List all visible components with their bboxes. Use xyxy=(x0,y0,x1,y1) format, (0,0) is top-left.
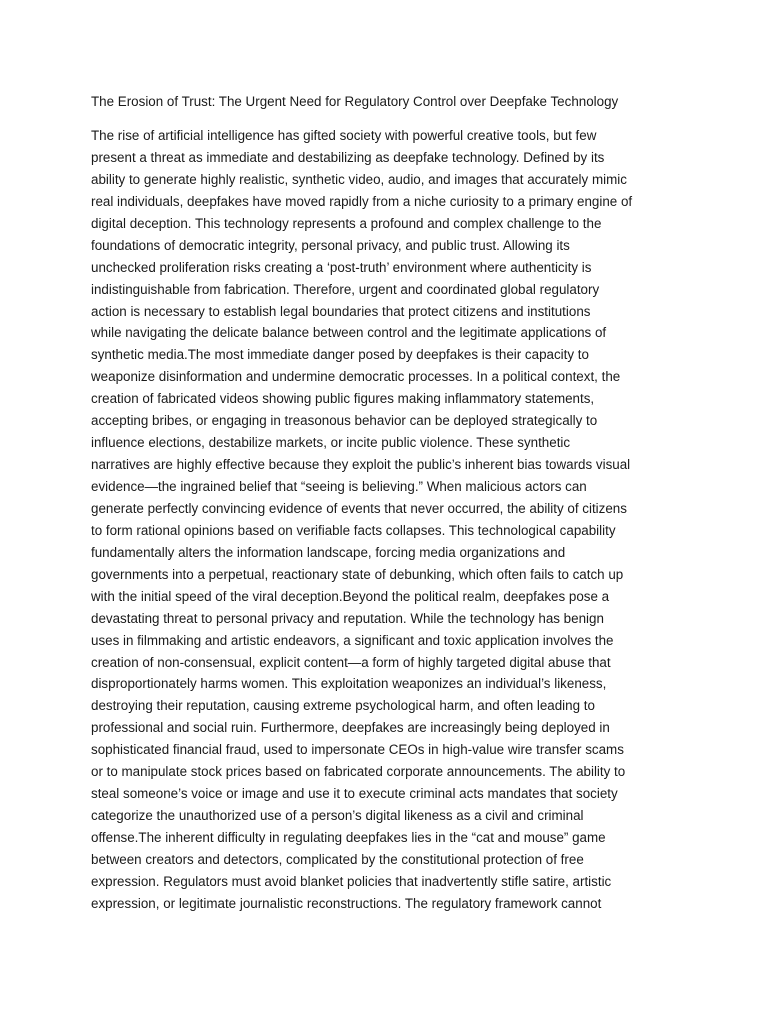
body-line: categorize the unauthorized use of a person’s digital likeness as a civil and criminal xyxy=(91,808,584,824)
body-line: generate perfectly convincing evidence of events that never occurred, the ability of citizens xyxy=(91,500,627,516)
body-line: governments into a perpetual, reactionary state of debunking, which often fails to catch up xyxy=(91,566,624,582)
body-line: offense.The inherent difficulty in regulating deepfakes lies in the “cat and mouse” game xyxy=(91,830,606,845)
body-line: weaponize disinformation and undermine democratic processes. In a political context, the xyxy=(91,369,621,385)
body-line: The rise of artificial intelligence has gifted society with powerful creative tools, but few xyxy=(91,128,597,143)
body-line: to form rational opinions based on verifiable facts collapses. This technological capability xyxy=(91,522,616,538)
body-line: synthetic media.The most immediate danger posed by deepfakes is their capacity to xyxy=(91,347,589,363)
body-line: real individuals, deepfakes have moved rapidly from a niche curiosity to a primary engine of xyxy=(91,193,633,209)
body-line: indistinguishable from fabrication. Therefore, urgent and coordinated global regulatory xyxy=(91,281,600,297)
body-line: uses in filmmaking and artistic endeavors, a significant and toxic application involves the xyxy=(91,632,614,648)
body-line: creation of non-consensual, explicit content—a form of highly targeted digital abuse that xyxy=(91,654,611,670)
body-line: evidence—the ingrained belief that “seeing is believing.” When malicious actors can xyxy=(91,479,587,494)
body-line: disproportionately harms women. This exploitation weaponizes an individual’s likeness, xyxy=(91,676,607,692)
document-body xyxy=(91,125,632,915)
body-line: professional and social ruin. Furthermore, deepfakes are increasingly being deployed in xyxy=(91,720,610,736)
body-line: narratives are highly effective because they exploit the public’s inherent bias towards visual xyxy=(91,457,631,473)
body-line: digital deception. This technology represents a profound and complex challenge to the xyxy=(91,215,602,231)
body-line: ability to generate highly realistic, synthetic video, audio, and images that accurately mimic xyxy=(91,171,627,187)
body-line: action is necessary to establish legal boundaries that protect citizens and institutions xyxy=(91,303,591,319)
body-line: with the initial speed of the viral deception.Beyond the political realm, deepfakes pose a xyxy=(91,588,610,604)
body-line: sophisticated financial fraud, used to impersonate CEOs in high-value wire transfer scams xyxy=(91,742,624,758)
body-line: accepting bribes, or engaging in treasonous behavior can be deployed strategically to xyxy=(91,413,598,429)
body-line: unchecked proliferation risks creating a ‘post-truth’ environment where authenticity is xyxy=(91,259,592,275)
body-line: between creators and detectors, complicated by the constitutional protection of free xyxy=(91,851,584,867)
body-line: present a threat as immediate and destabilizing as deepfake technology. Defined by its xyxy=(91,149,605,165)
body-line: steal someone’s voice or image and use it to execute criminal acts mandates that society xyxy=(91,786,618,802)
body-line: foundations of democratic integrity, personal privacy, and public trust. Allowing its xyxy=(91,237,570,253)
body-line: devastating threat to personal privacy and reputation. While the technology has benign xyxy=(91,610,604,626)
document-title: The Erosion of Trust: The Urgent Need for Regulatory Control over Deepfake Technology xyxy=(91,94,619,109)
body-line: or to manipulate stock prices based on fabricated corporate announcements. The ability to xyxy=(91,764,626,780)
body-line: expression, or legitimate journalistic reconstructions. The regulatory framework cannot xyxy=(91,895,602,911)
body-line: influence elections, destabilize markets, or incite public violence. These synthetic xyxy=(91,435,571,451)
body-line: destroying their reputation, causing extreme psychological harm, and often leading to xyxy=(91,698,595,714)
body-line: expression. Regulators must avoid blanket policies that inadvertently stifle satire, artistic xyxy=(91,873,612,889)
body-line: while navigating the delicate balance between control and the legitimate applications of xyxy=(91,325,607,341)
body-line: creation of fabricated videos showing public figures making inflammatory statements, xyxy=(91,391,595,407)
body-line: fundamentally alters the information landscape, forcing media organizations and xyxy=(91,544,566,560)
